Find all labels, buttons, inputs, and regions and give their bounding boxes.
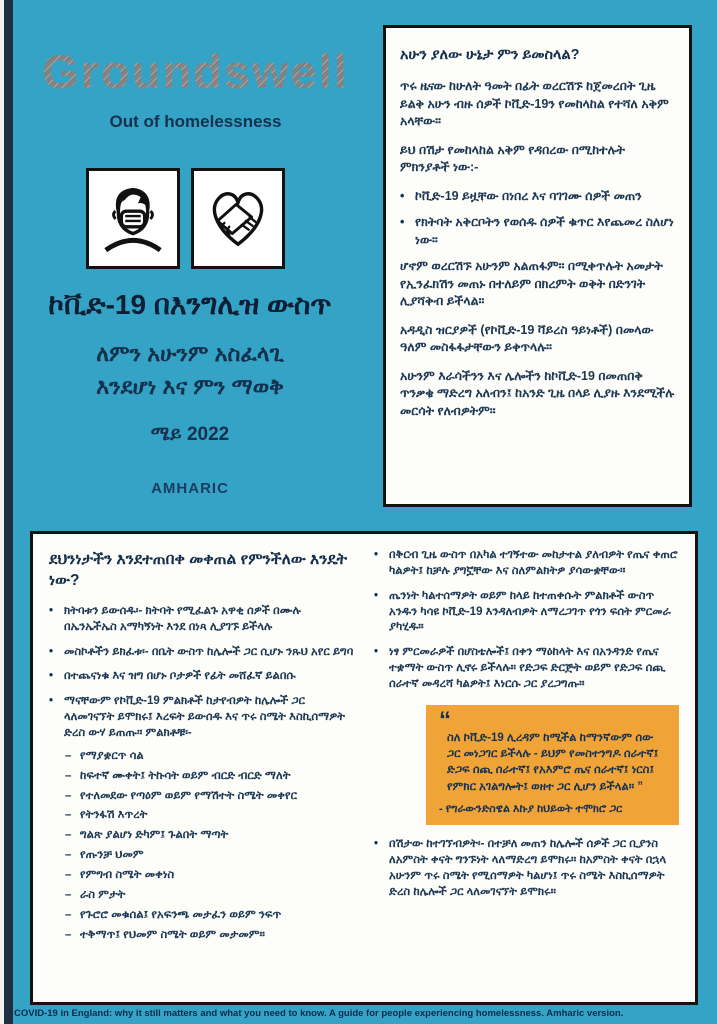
situation-bullet-text: የክትባት አቅርቦትን የወሰዱ ሰዎች ቁጥር እየጨመረ ስለሆነ ነው። [415,215,674,247]
safety-left-column [49,548,354,992]
safety-bullet-text: መስኮቶችን ይክፈቱ፡- በቤት ውስጥ ከሌሎች ጋር ሲሆኑ ንጹህ አየር ይግባ [64,645,354,658]
symptom-text: ከፍተኛ ሙቀት፤ ትኩሳት ወይም ብርድ ብርድ ማለት [80,769,291,782]
dash-marker: – [65,749,72,762]
handshake-heart-icon [191,168,285,269]
dash-marker: – [65,869,72,882]
safety-bullet-text: በተጨናነቁ እና ዝግ በሆኑ ቦታዎች የፊት መሸፈኛ ይልበሱ [64,670,296,683]
current-situation-box [383,25,692,507]
symptom-item [49,808,354,824]
dash-marker: – [65,888,72,901]
symptom-text: የምግብ ስሜት መቀነስ [80,869,175,882]
stay-safe-box [30,531,698,1005]
symptom-text: የማያቋርጥ ሳል [80,749,144,762]
page-subtitle [4,337,376,403]
subtitle-line1: ለምን አሁንም አስፈላጊ [96,341,284,366]
symptom-item [49,848,354,864]
symptom-item [49,928,354,944]
logo-tagline: Out of homelessness [109,112,282,131]
situation-paragraph-5: አሁንም እራሳችንን እና ሌሎችን ከኮቪድ-19 በመጠበቅ ጥንቃቄ ማድረግ አለብን፤ ከአንድ ጊዜ በላይ ሊያዙ እንደሚችሉ መርሳት የለብዎትም። [400,368,675,418]
situation-paragraph-4: አዳዲስ ዝርያዎች (የኮቪድ-19 ቫይረስ ዓይነቶች) በመላው ዓለም መስፋፋታቸውን ይቀጥላሉ። [400,322,654,355]
safety-bullet [374,645,679,693]
symptom-item [49,769,354,785]
bullet-marker: • [49,670,54,683]
dash-marker: – [65,928,72,941]
situation-paragraph-1: ጥሩ ዜናው ከሁለት ዓመት በፊት ወረርሽኙ ከጀመረበት ጊዜ ይልቅ አሁን ብዙ ሰዎች ኮቪድ-19ን የመከላከል የተሻለ አቅም አላቸው። [400,79,669,129]
dash-marker: – [65,769,72,782]
dash-marker: – [65,908,72,921]
situation-heading: አሁን ያለው ሁኔታ ምን ይመስላል? [400,47,580,63]
bullet-marker: • [400,215,405,230]
situation-bullet [400,188,675,206]
symptom-text: ግልጽ ያልሆነ ድካም፤ ጉልበት ማጣት [80,829,229,842]
situation-paragraph-2: ይህ በሽታ የመከላከል አቅም የዳበረው በሚከተሉት ምክንያቶች ነው:- [400,142,625,175]
bullet-marker: • [49,695,54,708]
symptom-text: የጡንቻ ህመም [80,849,144,862]
dash-marker: – [65,849,72,862]
symptom-item [49,908,354,924]
symptom-text: የተለመደው የጣዕም ወይም የማሽተት ስሜት መቀየር [80,789,297,802]
safety-bullet [49,604,354,636]
groundswell-logo: Groundswell [18,44,373,99]
safety-right-column [374,548,679,992]
symptom-item [49,828,354,844]
page-title: ኮቪድ-19 በእንግሊዝ ውስጥ [48,289,332,320]
publication-date: ሜይ 2022 [150,424,230,445]
situation-bullet-text: ኮቪድ-19 ይዟቸው በነበረ እና ባገገሙ ሰዎች መጠን [415,188,642,203]
safety-bullet [374,548,679,580]
safety-bullet-text: ጤንነት ካልተሰማዎት ወይም ከላይ ከተጠቀሱት ምልክቶች ውስጥ አንዱን ካሳዩ ኮቪድ-19 እንዳለብዎት ለማረጋገጥ የጎን ፍሰት ምርመራ ያካሂዱ። [389,589,671,634]
safety-bullet [49,669,354,685]
language-label: AMHARIC [151,480,229,497]
open-quote-glyph: “ [439,706,451,734]
masked-person-icon [86,168,180,269]
dash-marker: – [65,789,72,802]
symptom-item [49,749,354,765]
symptoms-intro-bullet [49,694,354,742]
page-left-border [4,0,13,1024]
safety-heading: ደህንነታችን እንደተጠበቀ መቀጠል የምንችለው እንዴት ነው? [49,551,348,589]
bullet-marker: • [374,646,379,659]
symptom-item [49,868,354,884]
situation-paragraph-3: ሆኖም ወረርሽኙ አሁንም አልጠፋም። በሚቀጥሉት አመታት የኢንፈክሽን መጠኑ በተለይም በክረምት ወቅት በድንገት ሊያሻቅብ ይችላል። [400,259,663,309]
situation-bullet [400,214,675,249]
bullet-marker: • [400,188,405,203]
quote-text: ስለ ኮቪድ-19 ሊረዳም ከሚችል ከማንኛውም ሰው ጋር መነጋገር ይችላሉ - ይህም የመስተንግዶ ሰራተኛ፤ ድጋፍ ሰጪ ሰራተኛ፤ የአእምሮ ጤና ሰራተኛ፤ ነርስ፤ የምክር አገልግሎት፤ ወዘተ ጋር ሊሆን ይችላል። ” [447,732,659,793]
safety-bullet-text: ነፃ ምርመራዎች በሆስቴሎች፤ በቀን ማዕከላት እና በአንዳንድ የጤና ተቋማት ውስጥ ሊኖሩ ይችላሉ። የድጋፍ ድርጅት ወይም የድጋፍ ሰጪ ሰራተኛ መዳረሻ ካልዎት፤ እነርሱ ጋር ያረጋግጡ። [389,646,666,691]
subtitle-line2: እንደሆነ እና ምን ማወቅ [96,374,284,399]
dash-marker: – [65,809,72,822]
safety-bullet-text: ክትባቱን ይውሰዱ፡- ክትባት የሚፈልጉ አዋቂ ሰዎች በሙሉ በኤንኤችኤስ አማካኝነት እንደ በነጻ ሊያገኙ ይችላሉ [64,604,301,633]
icon-row [86,168,285,269]
quote-attribution: - የግራውንድስዌል እኩያ ከህይወት ተሞክሮ ጋር [439,802,623,815]
peer-quote-box [426,705,679,825]
bullet-marker: • [374,549,379,561]
safety-bullet-text: በቅርብ ጊዜ ውስጥ በአካል ተገኝተው መከታተል ያለብዎት የጤና ቀጠሮ ካልዎት፤ ከቻሉ ያግኟቸው እና ስለምልክትዎ ያሳውቋቸው። [389,549,678,577]
safety-bullet [374,589,679,637]
symptom-item [49,888,354,904]
symptom-text: ራስ ምታት [80,888,126,901]
bullet-marker: • [374,589,379,602]
symptom-item [49,789,354,805]
bullet-marker: • [49,645,54,658]
safety-bullet [374,837,679,900]
footer-caption: COVID-19 in England: why it still matters and what you need to know. A guide for people experiencing homelessness. Amharic version. [14,1008,624,1019]
symptom-text: ተቅማጥ፤ የህመም ስሜት ወይም መታመም። [80,928,265,941]
bullet-marker: • [374,838,379,851]
dash-marker: – [65,829,72,842]
safety-bullet-text: በሽታው ከተገኘብዎት፡- በተቻለ መጠን ከሌሎች ሰዎች ጋር ቢያንስ ለአምስት ቀናት ግንኙነት ላለማድረግ ይሞክሩ። ከአምስት ቀናት በኋላ አሁንም ጥሩ ስሜት የሚሰማዎት ካልሆነ፤ ጥሩ ስሜት እስኪሰማዎት ድረስ ከሌሎች ጋር ላለመገናኘት ይሞክሩ። [389,838,667,898]
bullet-marker: • [49,604,54,617]
safety-bullet [49,645,354,661]
symptom-text: የትንፋሽ እጥረት [80,809,148,822]
symptoms-intro-text: ማናቸውም የኮቪድ-19 ምልክቶች ከታየብዎት ከሌሎች ጋር ላለመገናኘት ይሞክሩ፤ እረፍት ይውሰዱ እና ጥሩ ስሜት እስኪሰማዎት ድረስ ውሃ ይጠጡ። ምልክቶቹ፡- [64,695,346,739]
symptom-text: የጉሮሮ መቁሰል፤ የአፍንጫ መታፈን ወይም ንፍጥ [80,908,282,921]
